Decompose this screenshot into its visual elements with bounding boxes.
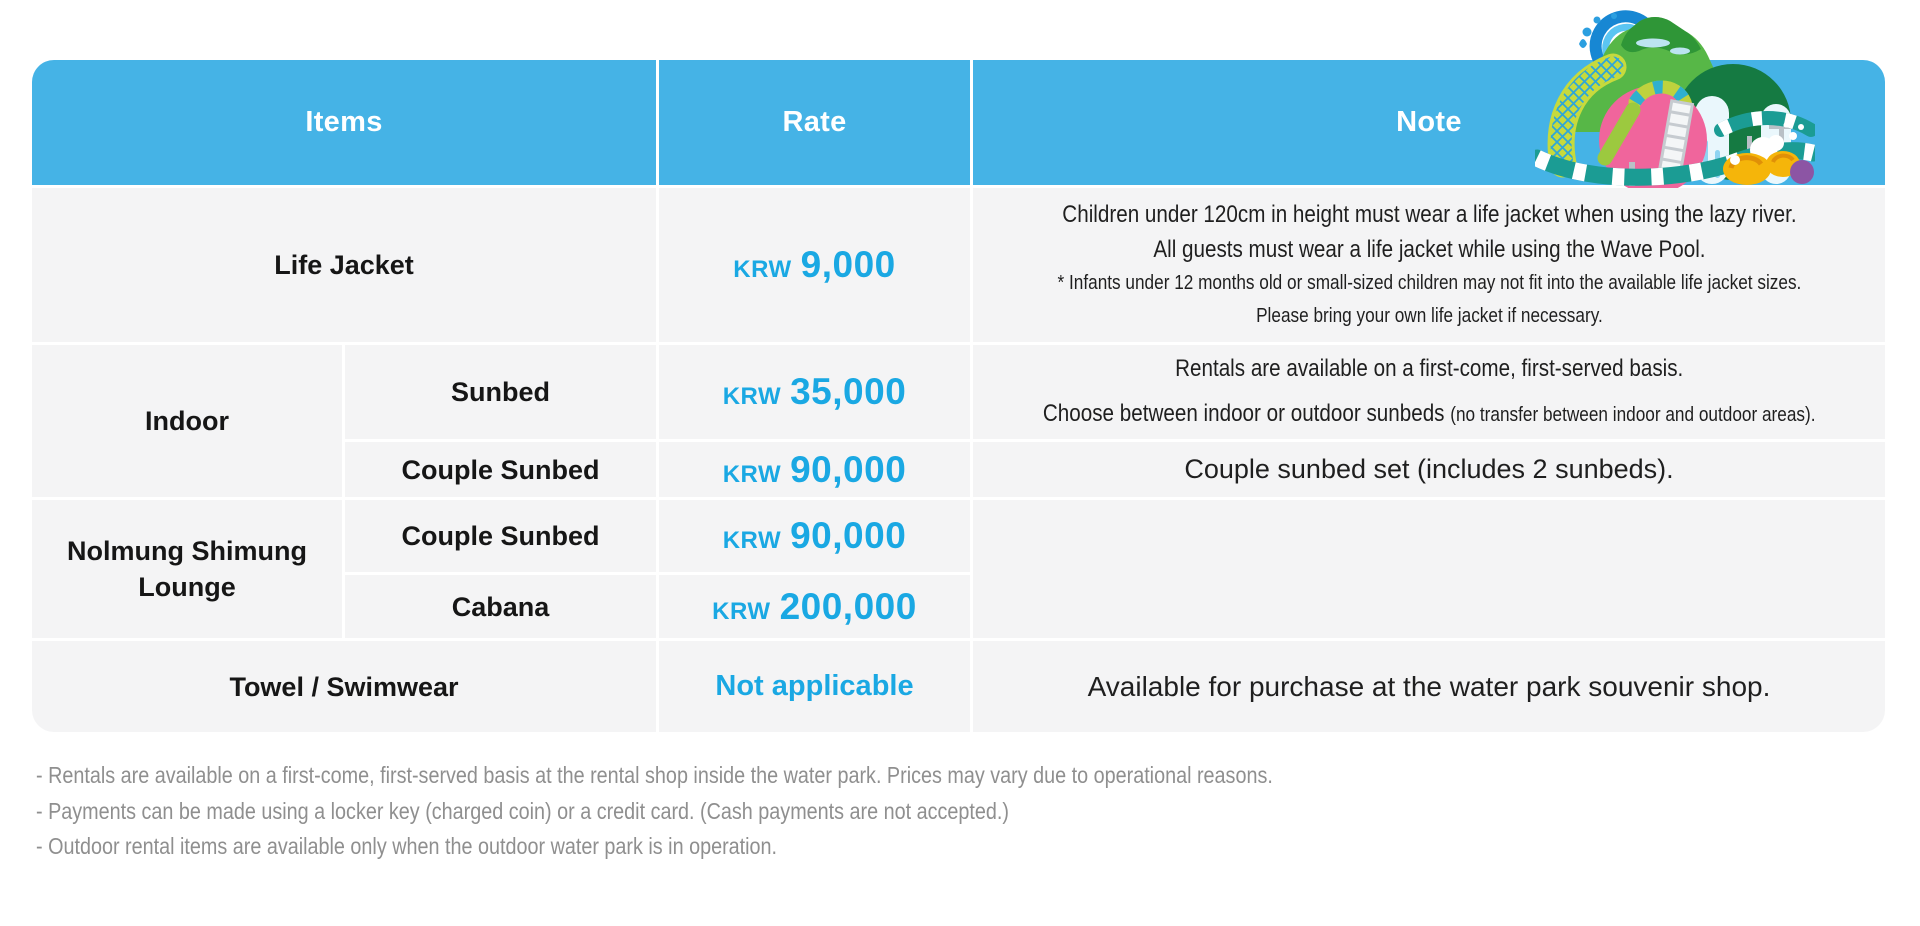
header-cell-rate [659,60,970,185]
note-line: Children under 120cm in height must wear a life jacket when using the lazy river. [1061,201,1797,228]
sunbed-item-cell [345,345,656,439]
sunbed-note-cell [973,345,1885,439]
cabana-item-cell [345,575,656,638]
not-applicable-text: Not applicable [715,670,914,702]
sunbed-note [1043,351,1816,433]
currency-code: KRW [722,460,782,488]
note-line [1043,396,1816,433]
note-line: Rentals are available on a first-come, first-served basis. [1174,355,1684,382]
towel-swimwear-note-cell [973,641,1885,732]
note-line: All guests must wear a life jacket while using the Wave Pool. [1152,236,1706,263]
couple-sunbed-label: Couple Sunbed [401,521,600,551]
footnote-line: - Payments can be made using a locker key (charged coin) or a credit card. (Cash payments are not accepted.) [36,797,1009,824]
couple-sunbed-label: Couple Sunbed [401,454,600,485]
towel-swimwear-note: Available for purchase at the water park souvenir shop. [1087,670,1771,702]
indoor-label: Indoor [145,406,229,436]
nolmung-note-cell [973,500,1885,638]
rental-rates-table [32,60,1885,732]
header-cell-note [973,60,1885,185]
footnotes [36,758,1474,865]
indoor-couple-sunbed-item-cell [345,442,656,497]
couple-sunbed-price [723,449,907,491]
nolmung-label-line1: Nolmung Shimung [67,536,307,566]
sunbed-rate-cell [659,345,970,439]
couple-sunbed-note: Couple sunbed set (includes 2 sunbeds). [1184,454,1674,484]
sunbed-label: Sunbed [451,377,550,407]
footnote-line: - Rentals are available on a first-come, first-served basis at the rental shop inside the water park. Prices may vary due to operational reasons. [36,762,1273,788]
nolmung-group-cell [32,500,342,638]
nolmung-couple-sunbed-rate-cell [659,500,970,572]
indoor-group-cell [32,345,342,497]
note-line-small: (no transfer between indoor and outdoor areas). [1450,404,1816,426]
price-amount: 90,000 [790,515,907,556]
indoor-couple-sunbed-note-cell [973,442,1885,497]
life-jacket-label: Life Jacket [274,250,414,280]
note-line: Please bring your own life jacket if necessary. [1255,305,1603,327]
cabana-rate-cell [659,575,970,638]
currency-code: KRW [722,527,782,554]
life-jacket-item-cell [32,188,656,342]
sunbed-price [723,371,907,413]
note-line: * Infants under 12 months old or small-sized children may not fit into the available life jacket sizes. [1057,272,1801,294]
couple-sunbed-price [723,515,907,557]
footnote-line: - Outdoor rental items are available only when the outdoor water park is in operation. [36,833,778,859]
nolmung-label-line2: Lounge [138,572,236,602]
header-items-label: Items [305,106,383,138]
price-amount: 200,000 [779,585,917,627]
nolmung-couple-sunbed-item-cell [345,500,656,572]
header-note-label: Note [1396,106,1462,138]
indoor-couple-sunbed-rate-cell [659,442,970,497]
header-cell-items [32,60,656,185]
towel-swimwear-rate-cell [659,641,970,732]
currency-code: KRW [733,256,792,283]
towel-swimwear-item-cell [32,641,656,732]
price-amount: 9,000 [800,244,896,285]
note-line-main: Choose between indoor or outdoor sunbeds [1042,400,1445,427]
price-amount: 35,000 [790,371,907,412]
currency-code: KRW [712,597,771,625]
currency-code: KRW [722,383,782,410]
life-jacket-note [1057,197,1801,333]
cabana-label: Cabana [451,591,550,622]
life-jacket-note-cell [973,188,1885,342]
cabana-price [712,586,917,628]
towel-swimwear-label: Towel / Swimwear [229,671,459,702]
header-rate-label: Rate [782,106,847,138]
life-jacket-rate-cell [659,188,970,342]
price-amount: 90,000 [790,448,907,490]
life-jacket-price [733,244,895,286]
